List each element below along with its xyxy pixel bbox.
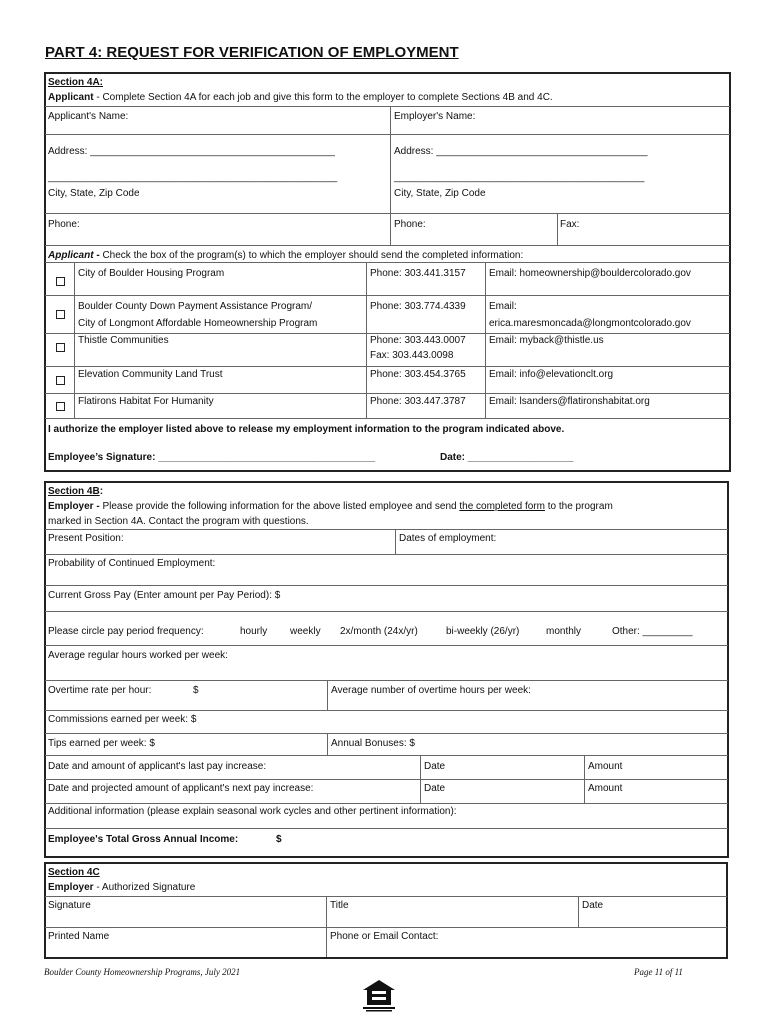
frequency-option-weekly[interactable]: weekly [290,626,321,637]
program-name: Thistle Communities [78,335,169,346]
section-4a-heading: Section 4A: [48,77,104,88]
section-4b-box [44,481,729,858]
pay-frequency-label: Please circle pay period frequency: [48,626,204,637]
section-4a-intro: Applicant - Complete Section 4A for each job and give this form to the employer to complete Sections 4B and 4C. [48,92,553,103]
program-name: Elevation Community Land Trust [78,369,223,380]
applicant-address-line2[interactable]: ____________________________________________________ [48,172,338,183]
applicant-address-field[interactable]: Address: ____________________________________________ [48,146,335,157]
dates-employment-label: Dates of employment: [399,533,497,544]
section-4c-heading: Section 4C [48,867,100,878]
program-email: Email: info@elevationclt.org [489,369,614,380]
page-title: PART 4: REQUEST FOR VERIFICATION OF EMPLOYMENT [45,44,459,61]
program-name: Flatirons Habitat For Humanity [78,396,214,407]
program-email: Email: lsanders@flatironshabitat.org [489,396,650,407]
authorized-date-label: Date [582,900,604,911]
overtime-rate-dollar: $ [193,685,199,696]
frequency-option-hourly[interactable]: hourly [240,626,268,637]
applicant-city-label: City, State, Zip Code [48,188,140,199]
last-increase-date-label: Date [424,761,446,772]
program-phone: Phone: 303.447.3787 [370,396,466,407]
authorized-signature-label: Signature [48,900,91,911]
frequency-option-monthly[interactable]: monthly [546,626,582,637]
employee-signature-date-field[interactable]: Date: ___________________ [440,452,574,463]
program-name: Boulder County Down Payment Assistance Program/ [78,301,312,312]
program-email: Email: [489,301,517,312]
program-phone: Phone: 303.774.4339 [370,301,466,312]
frequency-option-bi-weekly[interactable]: bi-weekly (26/yr) [446,626,520,637]
employer-city-label: City, State, Zip Code [394,188,486,199]
section-4c-intro: Employer - Authorized Signature [48,882,196,893]
employer-fax-label: Fax: [560,219,580,230]
frequency-option-other[interactable]: Other: _________ [612,626,693,637]
total-income-label: Employee's Total Gross Annual Income: [48,834,239,845]
tips-label: Tips earned per week: $ [48,738,155,749]
avg-hours-label: Average regular hours worked per week: [48,650,228,661]
annual-bonuses-label: Annual Bonuses: $ [331,738,415,749]
program-fax: Fax: 303.443.0098 [370,350,454,361]
authorized-title-label: Title [330,900,349,911]
section-4b-intro-line2: marked in Section 4A. Contact the program with questions. [48,516,309,527]
equal-housing-opportunity-icon [361,978,397,1014]
applicant-phone-label: Phone: [48,219,80,230]
last-increase-amount-label: Amount [588,761,623,772]
program-email: Email: myback@thistle.us [489,335,604,346]
frequency-option-2x-month[interactable]: 2x/month (24x/yr) [340,626,418,637]
footer-program-name: Boulder County Homeownership Programs, July 2021 [44,967,241,977]
program-name-line2: City of Longmont Affordable Homeownership Program [78,318,318,329]
last-increase-label: Date and amount of applicant's last pay increase: [48,761,267,772]
program-checkbox-elevation[interactable] [56,376,65,385]
program-checkbox-thistle[interactable] [56,343,65,352]
contact-label: Phone or Email Contact: [330,931,439,942]
avg-overtime-label: Average number of overtime hours per week: [331,685,531,696]
program-phone: Phone: 303.441.3157 [370,268,466,279]
employer-address-field[interactable]: Address: ______________________________________ [394,146,648,157]
section-4b-heading: Section 4B: [48,486,104,497]
present-position-label: Present Position: [48,533,124,544]
employer-phone-label: Phone: [394,219,426,230]
program-phone: Phone: 303.454.3765 [370,369,466,380]
program-name: City of Boulder Housing Program [78,268,225,279]
probability-label: Probability of Continued Employment: [48,558,216,569]
applicant-name-label: Applicant's Name: [48,111,129,122]
next-increase-label: Date and projected amount of applicant's next pay increase: [48,783,314,794]
next-increase-amount-label: Amount [588,783,623,794]
employer-address-line2[interactable]: _____________________________________________ [394,172,645,183]
program-checkbox-boulder-housing[interactable] [56,277,65,286]
program-check-instruction: Applicant - Check the box of the program(s) to which the employer should send the completed information: [48,250,524,261]
section-4c-box [44,862,728,959]
overtime-rate-label: Overtime rate per hour: [48,685,152,696]
section-4b-intro: Employer - Please provide the following information for the above listed employee and send the completed form to the program [48,501,613,512]
program-checkbox-flatirons-habitat[interactable] [56,402,65,411]
program-checkbox-boulder-county-dpa[interactable] [56,310,65,319]
program-email-line2: erica.maresmoncada@longmontcolorado.gov [489,318,691,329]
authorization-statement: I authorize the employer listed above to release my employment information to the program indicated above. [48,424,565,435]
printed-name-label: Printed Name [48,931,110,942]
commissions-label: Commissions earned per week: $ [48,714,197,725]
program-phone: Phone: 303.443.0007 [370,335,466,346]
footer-page-number: Page 11 of 11 [634,967,683,977]
additional-info-label: Additional information (please explain seasonal work cycles and other pertinent information): [48,806,457,817]
next-increase-date-label: Date [424,783,446,794]
employer-name-label: Employer's Name: [394,111,476,122]
total-income-dollar: $ [276,834,282,845]
program-email: Email: homeownership@bouldercolorado.gov [489,268,691,279]
gross-pay-label: Current Gross Pay (Enter amount per Pay Period): $ [48,590,281,601]
employee-signature-field[interactable]: Employee’s Signature: _______________________________________ [48,452,376,463]
